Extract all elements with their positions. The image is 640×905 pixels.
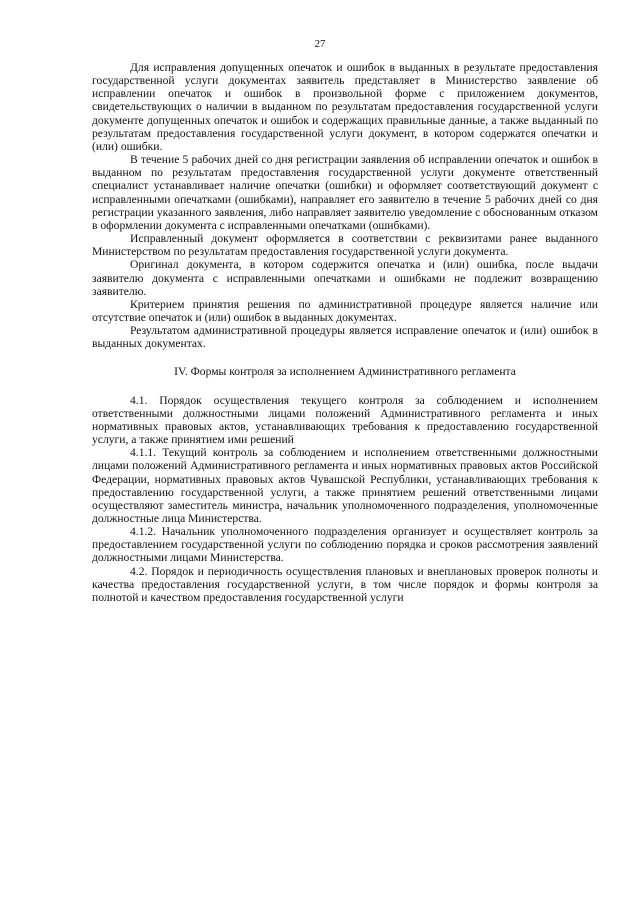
document-body: [92, 61, 598, 604]
paragraph-decision-criterion: Критерием принятия решения по административной процедуре является наличие или отсутствие опечаток и (или) ошибок в выданных документах.: [92, 297, 598, 324]
section-heading-iv: IV. Формы контроля за исполнением Административного регламента: [174, 365, 516, 379]
paragraph-corrected-document: Исправленный документ оформляется в соответствии с реквизитами ранее выданного Министерством по результатам предоставления государственной услуги документа.: [92, 232, 598, 259]
paragraph-4-1: 4.1. Порядок осуществления текущего контроля за соблюдением и исполнением ответственными должностными лицами положений Административного регламента и иных нормативных правовых актов, устанавливающих требования к предоставлению государственной услуги, а также принятием ими решений: [92, 393, 598, 447]
paragraph-original-document: Оригинал документа, в котором содержится опечатка и (или) ошибка, после выдачи заявителю документа с исправленными опечатками и ошибками не подлежит возвращению заявителю.: [92, 258, 598, 298]
paragraph-4-2: 4.2. Порядок и периодичность осуществления плановых и внеплановых проверок полноты и качества предоставления государственной услуги, в том числе порядок и формы контроля за полнотой и качеством предоставления государственной услуги: [92, 564, 598, 604]
paragraph-procedure-result: Результатом административной процедуры является исправление опечаток и (или) ошибок в выданных документах.: [92, 324, 598, 351]
paragraph-4-1-1: 4.1.1. Текущий контроль за соблюдением и исполнением ответственными должностными лицами положений Административного регламента и иных нормативных правовых актов Российской Федерации, нормативных правовых актов Чувашской Республики, устанавливающих требования к предоставлению государственной услуги, а также принятием решений ответственными лицами осуществляют заместитель министра, начальник уполномоченного подразделения, уполномоченные должностные лица Министерства.: [92, 446, 598, 525]
page-number: 27: [314, 38, 326, 50]
paragraph-typo-correction-request: Для исправления допущенных опечаток и ошибок в выданных в результате предоставления государственной услуги документах заявитель представляет в Министерство заявление об исправлении опечаток и ошибок в произвольной форме с приложением документов, свидетельствующих о наличии в выданном по результатам предоставления государственной услуги документе допущенных опечаток и ошибок и содержащих правильные данные, а также выданный по результатам предоставления государственной услуги документ, в котором содержатся опечатки и (или) ошибки.: [92, 61, 598, 153]
paragraph-4-1-2: 4.1.2. Начальник уполномоченного подразделения организует и осуществляет контроль за предоставлением государственной услуги по соблюдению порядка и сроков рассмотрения заявлений должностными лицами Министерства.: [92, 525, 598, 565]
paragraph-correction-deadline: В течение 5 рабочих дней со дня регистрации заявления об исправлении опечаток и ошибок в выданном по результатам предоставления государственной услуги документе ответственный специалист устанавливает наличие опечатки (ошибки) и оформляет соответствующий документ с исправленными опечатками (ошибками), направляет его заявителю в течение 5 рабочих дней со дня регистрации указанного заявления, либо направляет заявителю уведомление с обоснованным отказом в оформлении документа с исправленными опечатками (ошибками).: [92, 153, 598, 232]
